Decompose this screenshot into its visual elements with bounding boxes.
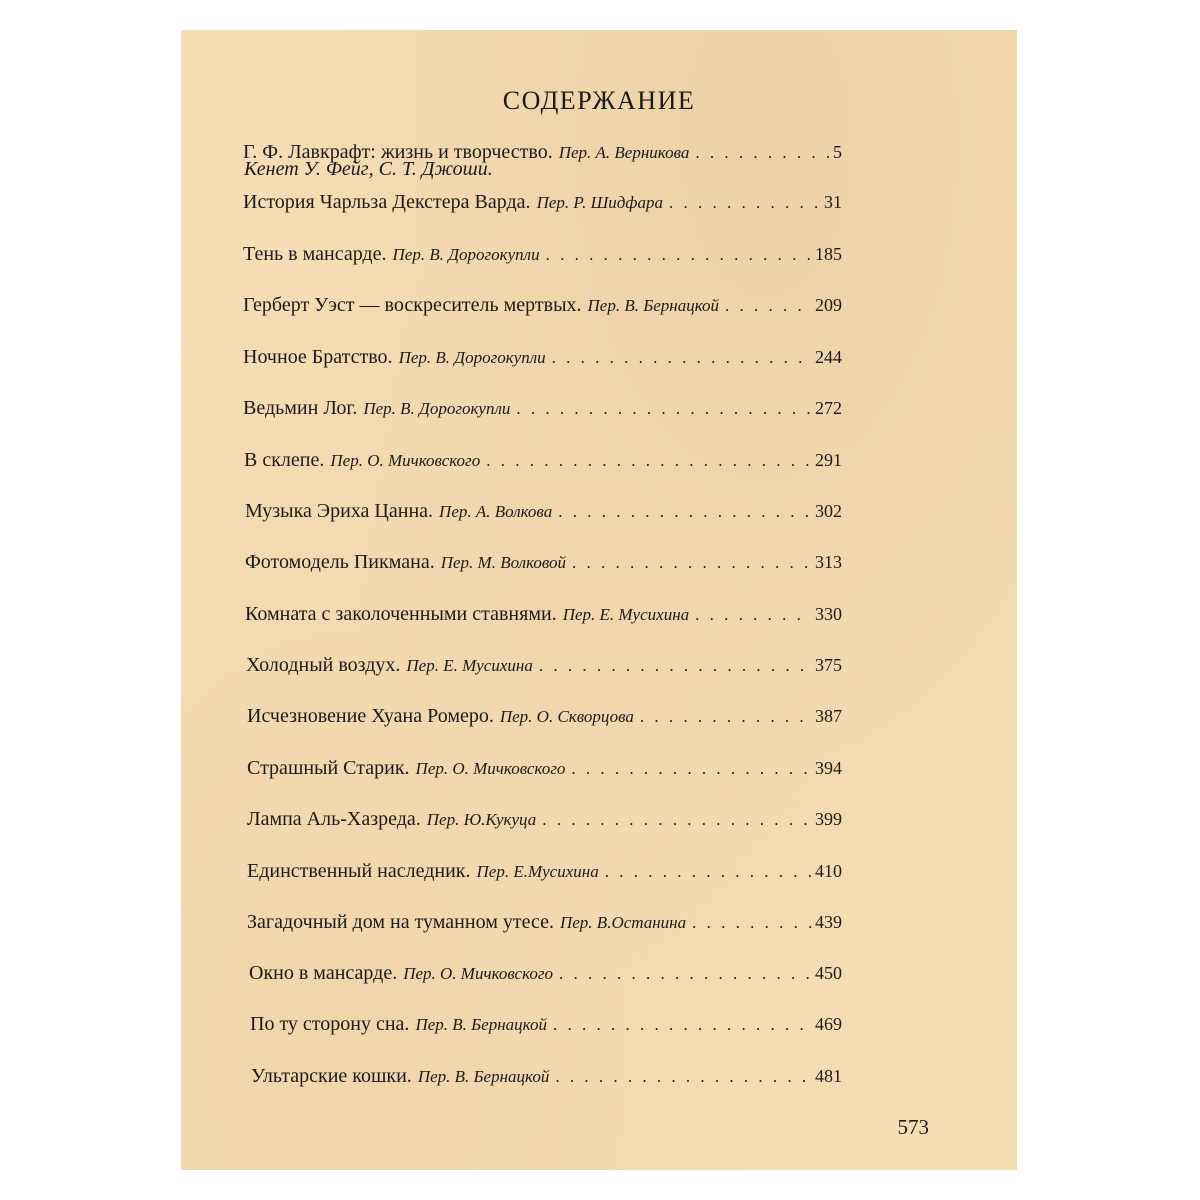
toc-entry-translator: Пер. В.Останина (559, 913, 687, 932)
toc-entry-title: Ультарские кошки. (251, 1065, 412, 1087)
toc-entry-page: 244 (815, 347, 842, 367)
toc-entry-page: 481 (815, 1066, 842, 1086)
dot-leader (640, 707, 812, 727)
toc-entry (247, 808, 842, 836)
toc-entry-page: 330 (815, 604, 842, 624)
dot-leader (555, 1067, 812, 1087)
toc-entry-title: Герберт Уэст — воскреситель мертвых. (243, 294, 582, 316)
toc-entry-translator: Пер. В. Дорогокупли (363, 399, 511, 418)
toc-entry (243, 346, 842, 374)
dot-leader (605, 862, 812, 882)
dot-leader (695, 143, 830, 163)
toc-entry-translator: Пер. Е. Мусихина (562, 605, 690, 624)
toc-entry (250, 1013, 842, 1041)
toc-entry (245, 551, 842, 579)
toc-entry-title: По ту сторону сна. (250, 1013, 410, 1035)
toc-entry-title: Холодный воздух. (246, 654, 401, 676)
toc-entry-title: Музыка Эриха Цанна. (245, 500, 434, 522)
dot-leader (516, 399, 812, 419)
toc-entry (249, 962, 842, 990)
toc-entry-translator: Пер. О. Скворцова (499, 707, 634, 726)
toc-entry-translator: Пер. М. Волковой (440, 553, 567, 572)
toc-entry-translator: Пер. А. Верникова (558, 143, 690, 162)
toc-entry-title: Комната с заколоченными ставнями. (245, 603, 557, 625)
toc-entry-translator: Пер. В. Бернацкой (415, 1015, 547, 1034)
dot-leader (552, 348, 812, 368)
toc-entry-title: Исчезновение Хуана Ромеро. (247, 705, 494, 727)
dot-leader (692, 913, 812, 933)
table-of-contents (181, 30, 1017, 1170)
dot-leader (669, 193, 821, 213)
toc-entry-page: 469 (815, 1014, 842, 1034)
toc-entry-page: 450 (815, 963, 842, 983)
toc-entry-title: Тень в мансарде. (243, 243, 387, 265)
toc-entry-page: 313 (815, 552, 842, 572)
toc-entry-translator: Пер. Е. Мусихина (406, 656, 533, 675)
toc-entry-page: 375 (815, 655, 842, 675)
toc-entry-translator: Пер. Р. Шидфара (536, 193, 663, 212)
toc-entry-translator: Пер. Ю.Кукуца (426, 810, 537, 829)
toc-entry (247, 757, 842, 785)
toc-entry (247, 705, 842, 733)
toc-entry-title: Единственный наследник. (247, 860, 471, 882)
toc-entry-title: Г. Ф. Лавкрафт: жизнь и творчество. (243, 141, 553, 163)
book-page (181, 30, 1017, 1170)
toc-entry-page: 399 (815, 809, 842, 829)
toc-entry (245, 500, 842, 528)
toc-entry (247, 911, 842, 939)
toc-entry-page: 387 (815, 706, 842, 726)
toc-entry-title: Лампа Аль-Хазреда. (247, 808, 421, 830)
intro-authors: Кенет У. Фейг, С. Т. Джоши. (244, 158, 493, 180)
dot-leader (559, 964, 812, 984)
toc-entry (243, 397, 842, 425)
toc-entry-title: Ночное Братство. (243, 346, 393, 368)
toc-entry-translator: Пер. О. Мичковского (415, 759, 566, 778)
toc-entry-page: 185 (815, 244, 842, 264)
dot-leader (695, 605, 812, 625)
toc-entry (243, 243, 842, 271)
toc-entry-title: Окно в мансарде. (249, 962, 398, 984)
page-title: СОДЕРЖАНИЕ (502, 86, 696, 115)
toc-entry-title: В склепе. (244, 449, 325, 471)
dot-leader (553, 1015, 812, 1035)
dot-leader (571, 759, 812, 779)
dot-leader (546, 245, 812, 265)
toc-entry (244, 449, 842, 477)
toc-entry-title: История Чарльза Декстера Варда. (243, 191, 531, 213)
dot-leader (572, 553, 812, 573)
dot-leader (539, 656, 812, 676)
toc-entry (251, 1065, 842, 1093)
toc-entry-translator: Пер. О. Мичковского (403, 964, 554, 983)
toc-entry-translator: Пер. В. Бернацкой (587, 296, 720, 315)
toc-entry-page: 394 (815, 758, 842, 778)
toc-entry (245, 603, 842, 631)
dot-leader (558, 502, 812, 522)
toc-entry-title: Ведьмин Лог. (243, 397, 358, 419)
toc-entry-page: 439 (815, 912, 842, 932)
toc-entry (243, 294, 842, 322)
toc-entry (246, 654, 842, 682)
toc-entry-translator: Пер. В. Дорогокупли (392, 245, 540, 264)
folio-page-number: 573 (897, 1115, 929, 1139)
toc-entry (247, 860, 842, 888)
toc-entry-title: Загадочный дом на туманном утесе. (247, 911, 554, 933)
dot-leader (486, 451, 812, 471)
toc-entry-translator: Пер. Е.Мусихина (476, 862, 599, 881)
toc-entry-page: 410 (815, 861, 842, 881)
toc-entry (243, 141, 842, 169)
toc-entry-translator: Пер. В. Бернацкой (417, 1067, 550, 1086)
toc-entry-title: Страшный Старик. (247, 757, 410, 779)
dot-leader (542, 810, 812, 830)
toc-entry-title: Фотомодель Пикмана. (245, 551, 435, 573)
toc-entry-page: 31 (824, 192, 842, 212)
toc-entry-page: 302 (815, 501, 842, 521)
toc-entry-page: 5 (833, 142, 842, 162)
toc-entry-translator: Пер. В. Дорогокупли (398, 348, 546, 367)
dot-leader (725, 296, 812, 316)
toc-entry-translator: Пер. А. Волкова (439, 502, 553, 521)
toc-entry (243, 191, 842, 219)
toc-entry-translator: Пер. О. Мичковского (330, 451, 481, 470)
toc-entry-page: 272 (815, 398, 842, 418)
toc-entry-page: 209 (815, 295, 842, 315)
toc-entry-page: 291 (815, 450, 842, 470)
